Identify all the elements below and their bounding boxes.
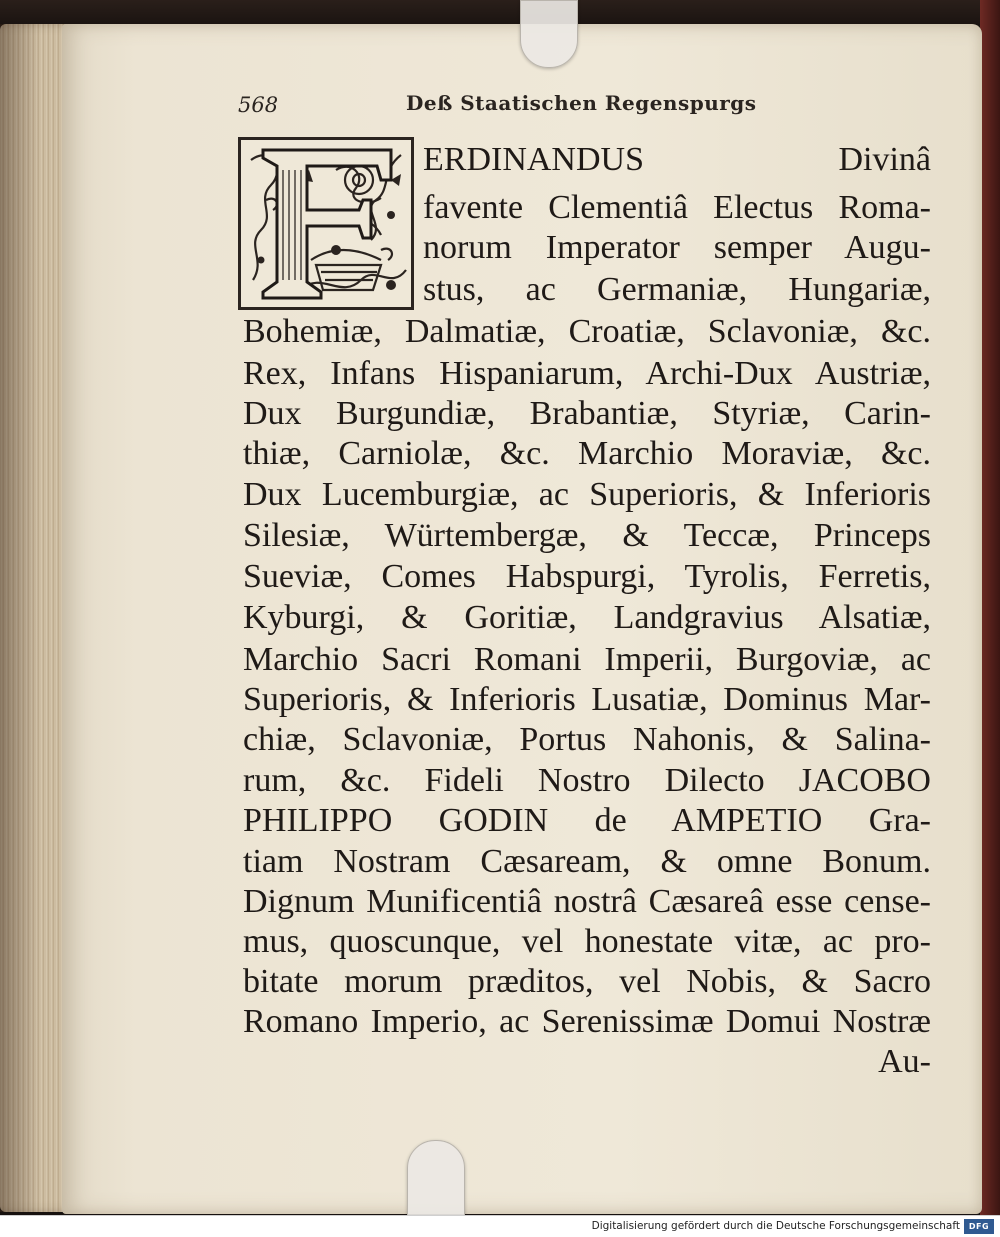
text-line: Dignum Munificentiâ nostrâ Cæsareâ esse cense- [243, 883, 931, 920]
text-line: Bohemiæ, Dalmatiæ, Croatiæ, Sclavoniæ, &c. [243, 313, 931, 350]
catchword: Au- [878, 1043, 931, 1080]
text-line: thiæ, Carniolæ, &c. Marchio Moraviæ, &c. [243, 435, 931, 472]
text-line: Rex, Infans Hispaniarum, Archi-Dux Austriæ, [243, 355, 931, 392]
text-line: Dux Lucemburgiæ, ac Superioris, & Inferioris [243, 476, 931, 513]
page-clip-top [520, 0, 578, 68]
text-line: Marchio Sacri Romani Imperii, Burgoviæ, ac [243, 641, 931, 678]
running-head: Deß Staatischen Regenspurgs [406, 91, 757, 115]
text-line: mus, quoscunque, vel honestate vitæ, ac pro- [243, 923, 931, 960]
text-line: tiam Nostram Cæsaream, & omne Bonum. [243, 843, 931, 880]
text-line: PHILIPPO GODIN de AMPETIO Gra- [243, 802, 931, 839]
text-line: Kyburgi, & Goritiæ, Landgravius Alsatiæ, [243, 599, 931, 636]
funding-credit: Digitalisierung gefördert durch die Deutsche Forschungsgemeinschaft [591, 1220, 960, 1232]
text-line: chiæ, Sclavoniæ, Portus Nahonis, & Salina- [243, 721, 931, 758]
text-line: Dux Burgundiæ, Brabantiæ, Styriæ, Carin- [243, 395, 931, 432]
book-board-top [0, 0, 1000, 24]
text-line: bitate morum præditos, vel Nobis, & Sacro [243, 963, 931, 1000]
dfg-logo: DFG [964, 1219, 994, 1234]
text-line: stus, ac Germaniæ, Hungariæ, [423, 271, 931, 308]
text-line: Silesiæ, Würtembergæ, & Teccæ, Princeps [243, 517, 931, 554]
text-line: ERDINANDUS Divinâ [423, 141, 931, 178]
book-cover-edge [980, 0, 1000, 1215]
initial-ornament [241, 140, 411, 307]
decorated-initial [238, 137, 414, 310]
text-line: rum, &c. Fideli Nostro Dilecto JACOBO [243, 762, 931, 799]
text-line: Romano Imperio, ac Serenissimæ Domui Nostræ [243, 1003, 931, 1040]
footer-bar [0, 1215, 1000, 1237]
text-line: Sueviæ, Comes Habspurgi, Tyrolis, Ferretis, [243, 558, 931, 595]
page-clip-bottom [407, 1140, 465, 1216]
text-line: Superioris, & Inferioris Lusatiæ, Dominus Mar- [243, 681, 931, 718]
page-number: 568 [238, 93, 279, 117]
text-line: norum Imperator semper Augu- [423, 229, 931, 266]
text-line: favente Clementiâ Electus Roma- [423, 189, 931, 226]
